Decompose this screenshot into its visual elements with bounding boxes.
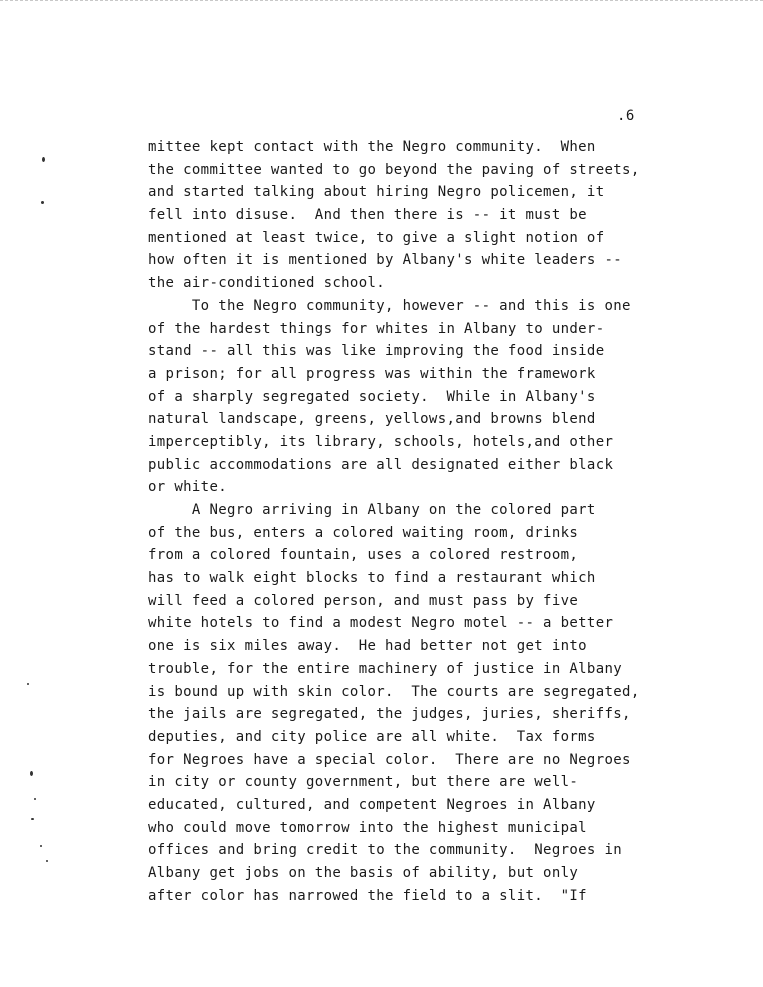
- text-line: public accommodations are all designated either black: [148, 456, 614, 473]
- text-line: Albany get jobs on the basis of ability, but only: [148, 865, 579, 881]
- text-line: in city or county government, but there are well-: [148, 774, 579, 791]
- text-line: the air-conditioned school.: [148, 275, 386, 292]
- text-line: a prison; for all progress was within the framework: [148, 365, 596, 382]
- text-line: the jails are segregated, the judges, juries, sheriffs,: [148, 706, 631, 723]
- text-line: imperceptibly, its library, schools, hotels,and other: [148, 433, 614, 450]
- scan-speck: [34, 798, 36, 800]
- scan-speck: [31, 818, 34, 820]
- page-number: .6: [617, 108, 635, 124]
- text-line: one is six miles away. He had better not get into: [148, 638, 587, 655]
- scan-speck: [42, 157, 45, 162]
- text-line: for Negroes have a special color. There are no Negroes: [148, 751, 631, 768]
- scan-speck: [27, 683, 29, 685]
- text-line: offices and bring credit to the community. Negroes in: [148, 842, 623, 859]
- text-line: how often it is mentioned by Albany's white leaders --: [148, 252, 623, 269]
- scan-speck: [41, 201, 44, 204]
- text-line: of the hardest things for whites in Albany to under-: [148, 320, 605, 337]
- text-line: of a sharply segregated society. While in Albany's: [148, 388, 596, 405]
- text-line: natural landscape, greens, yellows,and browns blend: [148, 411, 596, 428]
- scan-speck: [30, 771, 33, 776]
- text-line: white hotels to find a modest Negro motel -- a better: [148, 615, 614, 632]
- text-line: or white.: [148, 479, 228, 496]
- text-line: the committee wanted to go beyond the paving of streets,: [148, 161, 640, 178]
- text-line: educated, cultured, and competent Negroes in Albany: [148, 796, 596, 813]
- text-line: deputies, and city police are all white. Tax forms: [148, 728, 596, 745]
- text-line: trouble, for the entire machinery of justice in Albany: [148, 660, 623, 677]
- text-line: mittee kept contact with the Negro community. When: [148, 139, 596, 155]
- page-top-edge: [0, 0, 763, 1]
- text-line: To the Negro community, however -- and this is one: [148, 297, 631, 314]
- text-line: has to walk eight blocks to find a restaurant which: [148, 570, 596, 587]
- text-line: stand -- all this was like improving the food inside: [148, 343, 605, 360]
- text-line: from a colored fountain, uses a colored restroom,: [148, 547, 579, 564]
- text-line: is bound up with skin color. The courts are segregated,: [148, 683, 640, 700]
- text-line: will feed a colored person, and must pass by five: [148, 592, 579, 609]
- scan-speck: [40, 845, 42, 847]
- text-line: mentioned at least twice, to give a slight notion of: [148, 229, 605, 246]
- text-line: and started talking about hiring Negro policemen, it: [148, 184, 605, 201]
- text-line: A Negro arriving in Albany on the colored part: [148, 502, 596, 518]
- text-line: who could move tomorrow into the highest municipal: [148, 819, 587, 836]
- text-line: after color has narrowed the field to a slit. "If: [148, 887, 587, 904]
- text-line: fell into disuse. And then there is -- it must be: [148, 207, 587, 224]
- body-text: [148, 136, 708, 907]
- text-line: of the bus, enters a colored waiting room, drinks: [148, 524, 579, 541]
- scan-speck: [46, 860, 48, 862]
